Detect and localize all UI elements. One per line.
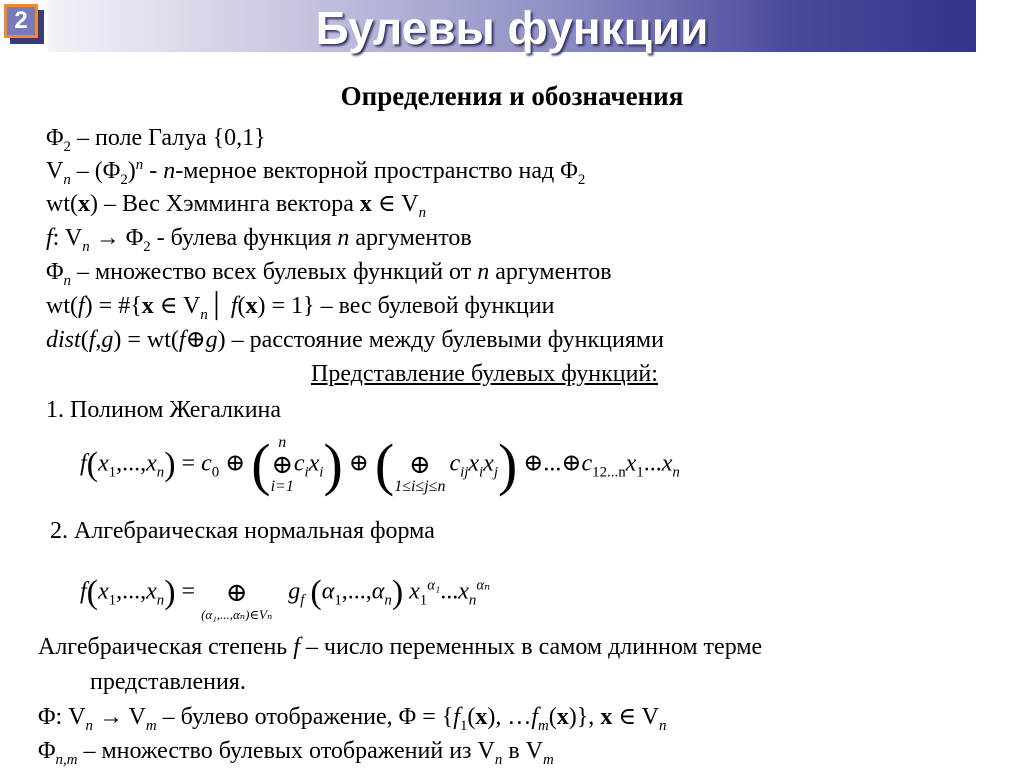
formula-anf: $f(x_1,...,x_n)$ = ⊕ (α₁,...,αₙ)∈Vₙ $g_f$ $(\alpha_1,...,\alpha_n)$ $x_1^{\alpha_1}...x_n^{\alpha_n}$	[80, 562, 490, 622]
sum-operator-anf: ⊕ (α₁,...,αₙ)∈Vₙ	[201, 578, 273, 622]
sum-operator-2: ⊕ 1≤i≤j≤n	[394, 450, 446, 495]
method-anf: 2. Алгебраическая нормальная форма	[50, 518, 435, 544]
definition-boolean-function: f: $V_n \to \Phi_2$ - булева функция n аргументов	[46, 225, 472, 255]
definition-vector-space: $V_n - (\Phi_2)^n$ - n-мерное векторной пространство над $\Phi_2$	[46, 157, 586, 188]
formula-zhegalkin: $f(x_1,...,x_n) = c_0$ ⊕ ( n ⊕ i=1 $c_ix_i$) ⊕ ( ⊕ 1≤i≤j≤n $c_{ij}x_ix_j$) $\oplus...\oplus c_{12...n}x_1...x_n$	[80, 432, 680, 497]
method-zhegalkin: 1. Полином Жегалкина	[46, 397, 282, 423]
definition-function-weight: wt(f) = #{x ∈ $V_n│$ f(x) = 1} – вес булевой функции	[46, 293, 555, 323]
definition-galois-field: $\Phi_2$ – поле Галуа {0,1}	[46, 125, 266, 155]
page-title: Булевы функции	[315, 2, 709, 54]
definition-degree: Алгебраическая степень f – число переменных в самом длинном терме	[38, 634, 763, 660]
definition-boolean-mapping: Φ: $V_n \to V_m$ – булево отображение, $\Phi = \{f_1(x)$, $\dots f_m(x)$}, x ∈ $V_n$	[38, 704, 667, 734]
definition-distance: dist(f,g) = wt(f⊕g) – расстояние между булевыми функциями	[46, 327, 664, 353]
representation-heading: Представление булевых функций:	[311, 361, 658, 387]
sum-operator-1: n ⊕ i=1	[270, 434, 294, 495]
definition-hamming-weight: wt(x) – Вес Хэмминга вектора x ∈ $V_n$	[46, 191, 427, 221]
section-subtitle: Определения и обозначения	[340, 81, 684, 111]
definition-degree-cont: представления.	[90, 669, 246, 695]
definition-function-set: $\Phi_n$ – множество всех булевых функций от n аргументов	[46, 259, 612, 289]
definition-mapping-set: $\Phi_{n,m}$ – множество булевых отображений из $V_n$ в $V_m$	[38, 738, 554, 768]
slide-number-badge: 2	[4, 4, 38, 38]
